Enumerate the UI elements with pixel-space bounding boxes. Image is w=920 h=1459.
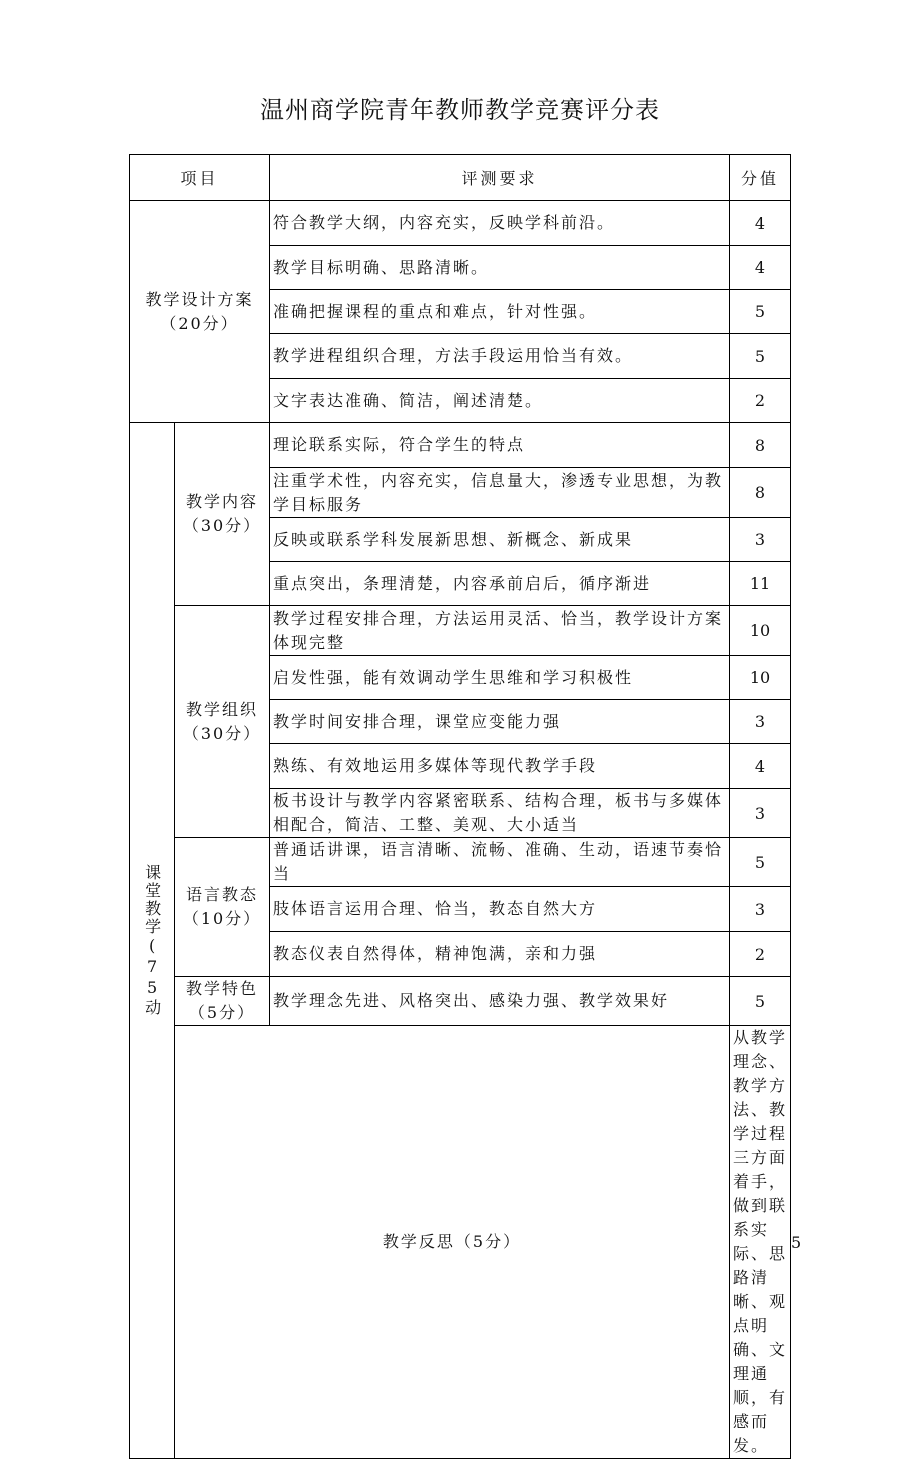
scoring-table [129, 154, 802, 1459]
requirement-cell: 反映或联系学科发展新思想、新概念、新成果 [270, 518, 730, 562]
page-title: 温州商学院青年教师教学竞赛评分表 [260, 96, 660, 124]
requirement-cell: 板书设计与教学内容紧密联系、结构合理，板书与多媒体相配合，简洁、工整、美观、大小适当 [270, 789, 730, 838]
score-cell: 11 [730, 562, 791, 606]
requirement-cell: 教学进程组织合理，方法手段运用恰当有效。 [270, 334, 730, 379]
table-row [130, 838, 791, 887]
score-cell: 5 [730, 977, 791, 1026]
score-cell: 10 [730, 606, 791, 656]
requirement-cell: 肢体语言运用合理、恰当，教态自然大方 [270, 887, 730, 932]
requirement-cell: 从教学理念、教学方法、教学过程三方面着手，做到联系实际、思路清晰、观点明确、文理通顺，有感而发。 [730, 1026, 791, 1459]
requirement-cell: 准确把握课程的重点和难点，针对性强。 [270, 290, 730, 334]
subcategory-feature: 教学特色（5分） [175, 977, 270, 1026]
score-cell: 5 [730, 290, 791, 334]
header-row [130, 155, 791, 201]
requirement-cell: 教学目标明确、思路清晰。 [270, 246, 730, 290]
classroom-label: 课堂教学(75动 [142, 864, 162, 1017]
table-row [130, 201, 791, 246]
table-row [130, 423, 791, 468]
requirement-cell: 符合教学大纲，内容充实，反映学科前沿。 [270, 201, 730, 246]
subcategory-language: 语言教态（10分） [175, 838, 270, 977]
category-reflection: 教学反思（5分） [175, 1026, 730, 1459]
table-row [130, 977, 791, 1026]
requirement-cell: 熟练、有效地运用多媒体等现代教学手段 [270, 744, 730, 789]
score-cell: 4 [730, 201, 791, 246]
table-row: 教学反思（5分） 从教学理念、教学方法、教学过程三方面着手，做到联系实际、思路清晰、观点明确、文理通顺，有感而发。 5 [130, 1026, 791, 1459]
score-cell: 3 [730, 700, 791, 744]
score-cell: 5 [730, 334, 791, 379]
score-cell: 3 [730, 518, 791, 562]
requirement-cell: 文字表达准确、简洁，阐述清楚。 [270, 379, 730, 423]
requirement-cell: 教学过程安排合理，方法运用灵活、恰当，教学设计方案体现完整 [270, 606, 730, 656]
requirement-cell: 注重学术性，内容充实，信息量大，渗透专业思想，为教学目标服务 [270, 468, 730, 518]
requirement-cell: 教学理念先进、风格突出、感染力强、教学效果好 [270, 977, 730, 1026]
category-design: 教学设计方案（20分） [130, 201, 270, 423]
requirement-cell: 普通话讲课，语言清晰、流畅、准确、生动，语速节奏恰当 [270, 838, 730, 887]
category-classroom [130, 423, 175, 1459]
requirement-cell: 教态仪表自然得体，精神饱满，亲和力强 [270, 932, 730, 977]
requirement-cell: 启发性强，能有效调动学生思维和学习积极性 [270, 656, 730, 700]
score-cell: 5 [730, 838, 791, 887]
requirement-cell: 理论联系实际，符合学生的特点 [270, 423, 730, 468]
score-cell: 3 [730, 887, 791, 932]
score-cell: 3 [730, 789, 791, 838]
score-cell: 8 [730, 468, 791, 518]
score-cell: 8 [730, 423, 791, 468]
score-cell: 2 [730, 379, 791, 423]
score-cell: 2 [730, 932, 791, 977]
score-cell: 10 [730, 656, 791, 700]
subcategory-organization: 教学组织（30分） [175, 606, 270, 838]
subcategory-content: 教学内容（30分） [175, 423, 270, 606]
requirement-cell: 重点突出，条理清楚，内容承前启后，循序渐进 [270, 562, 730, 606]
score-cell: 4 [730, 246, 791, 290]
header-requirement: 评测要求 [270, 155, 730, 201]
table-row [130, 606, 791, 656]
header-score: 分值 [730, 155, 791, 201]
requirement-cell: 教学时间安排合理，课堂应变能力强 [270, 700, 730, 744]
score-cell: 4 [730, 744, 791, 789]
header-item: 项目 [130, 155, 270, 201]
